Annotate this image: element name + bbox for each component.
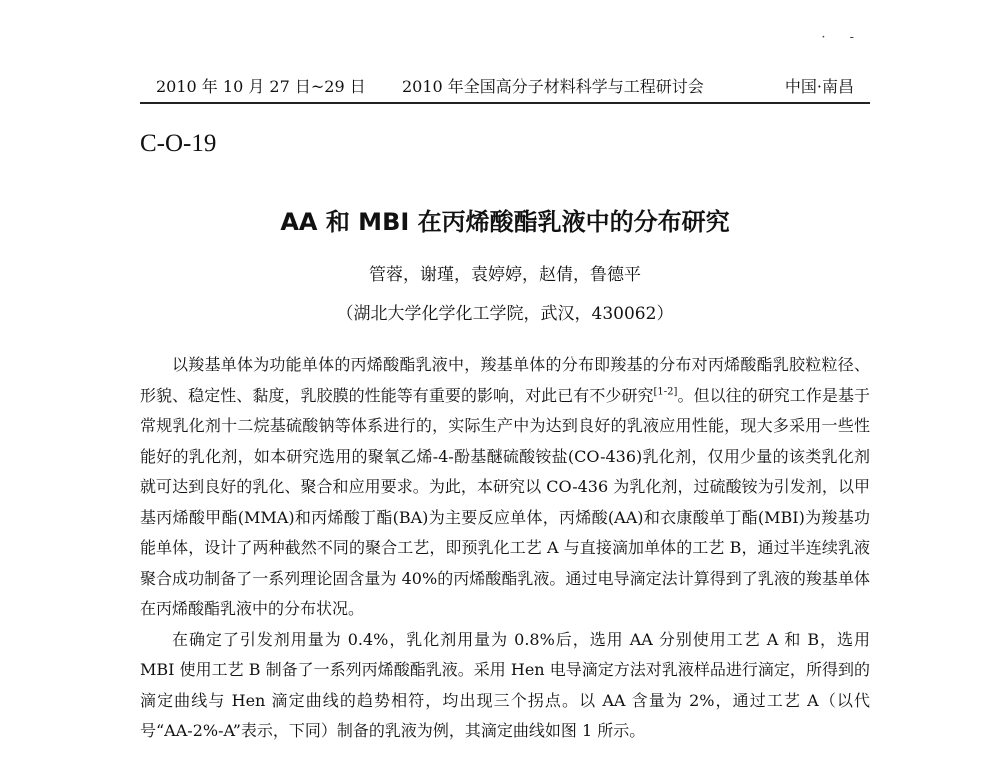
- body-paragraph-1-part-a: 以羧基单体为功能单体的丙烯酸酯乳液中，羧基单体的分布即羧基的分布对丙烯酸酯乳胶粒粒径、形貌、稳定性、黏度，乳胶膜的性能等有重要的影响，对此已有不少研究: [140, 355, 870, 405]
- header-conference: 2010 年全国高分子材料科学与工程研讨会: [402, 77, 704, 96]
- body-paragraph-2: 在确定了引发剂用量为 0.4%，乳化剂用量为 0.8%后，选用 AA 分别使用工艺 A 和 B，选用 MBI 使用工艺 B 制备了一系列丙烯酸酯乳液。采用 Hen 电导滴定方法对乳液样品进行滴定，所得到的滴定曲线与 Hen 滴定曲线的趋势相符，均出现三个拐点。以 AA 含量为 2%，通过工艺 A（以代号“AA-2%-A”表示，下同）制备的乳液为例，其滴定曲线如图 1 所示。: [140, 629, 870, 740]
- paper-authors: 管蓉，谢瑾，袁婷婷，赵倩，鲁德平: [369, 265, 641, 285]
- paper-affiliation: （湖北大学化学化工学院，武汉，430062）: [336, 304, 674, 324]
- running-header: [140, 76, 870, 104]
- paper-title: AA 和 MBI 在丙烯酸酯乳液中的分布研究: [280, 208, 730, 236]
- body-paragraph-1-part-b: 。但以往的研究工作是基于常规乳化剂十二烷基硫酸钠等体系进行的，实际生产中为达到良好的乳液应用性能，现大多采用一些性能好的乳化剂，如本研究选用的聚氧乙烯-4-酚基醚硫酸铵盐(CO-436)乳化剂，仅用少量的该类乳化剂就可达到良好的乳化、聚合和应用要求。为此，本研究以 CO-436 为乳化剂，过硫酸铵为引发剂，以甲基丙烯酸甲酯(MMA)和丙烯酸丁酯(BA)为主要反应单体，丙烯酸(AA)和衣康酸单丁酯(MBI)为羧基功能单体，设计了两种截然不同的聚合工艺，即预乳化工艺 A 与直接滴加单体的工艺 B，通过半连续乳液聚合成功制备了一系列理论固含量为 40%的丙烯酸酯乳液。通过电导滴定法计算得到了乳液的羧基单体在丙烯酸酯乳液中的分布状况。: [140, 385, 870, 618]
- paper-code: C-O-19: [140, 130, 217, 157]
- paper-body: [140, 350, 870, 747]
- citation-ref: [1-2]: [653, 386, 678, 398]
- page-corner-marks: · -: [821, 30, 864, 45]
- body-paragraph-1: [140, 350, 870, 625]
- header-date: 2010 年 10 月 27 日~29 日: [156, 77, 366, 96]
- header-location: 中国·南昌: [784, 77, 854, 96]
